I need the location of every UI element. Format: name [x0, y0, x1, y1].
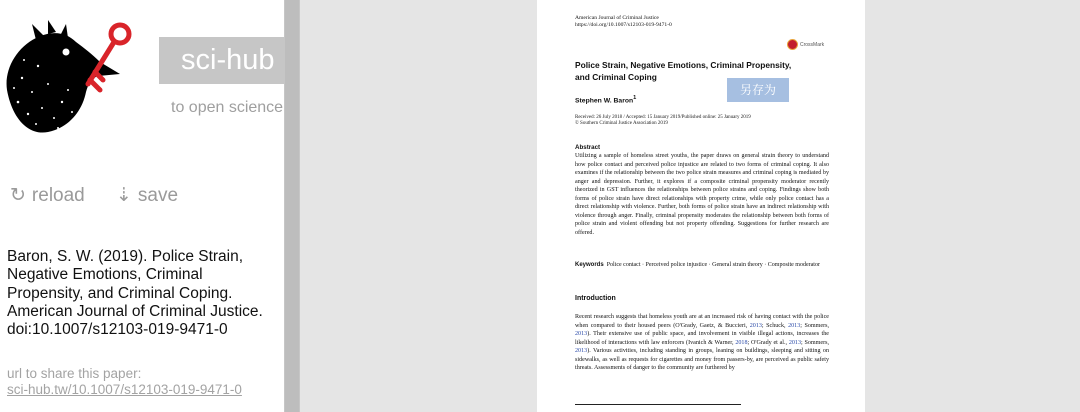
- copyright-line: © Southern Criminal Justice Association 2019: [575, 121, 668, 127]
- paper-citation: Baron, S. W. (2019). Police Strain, Negative Emotions, Criminal Propensity, and Criminal Coping. American Journal of Criminal Justice. doi:10.1007/s12103-019-9471-0: [7, 248, 263, 339]
- crossmark-icon: [787, 39, 798, 50]
- citation-link[interactable]: 2013: [788, 339, 801, 346]
- crossmark-label: CrossMark: [800, 41, 825, 48]
- author-affiliation-mark: 1: [633, 95, 637, 101]
- paper-author: [575, 95, 636, 104]
- share-url-link[interactable]: sci-hub.tw/10.1007/s12103-019-9471-0: [7, 382, 242, 397]
- citation-link[interactable]: 2013: [788, 322, 801, 329]
- brand-title[interactable]: sci-hub: [159, 37, 284, 84]
- intro-text-segment: ; Sommers,: [801, 339, 829, 346]
- intro-text-segment: ; Sommers,: [800, 322, 829, 329]
- panel-divider-scrollbar[interactable]: [284, 0, 300, 412]
- reload-label: reload: [31, 184, 85, 206]
- citation-link[interactable]: 2018: [735, 339, 748, 346]
- keywords-text: Police contact · Perceived police injustice · General strain theory · Composite moderator: [606, 262, 820, 268]
- intro-text-segment: Recent research suggests that homeless youth are at an increased risk of having contact with the police when compared to their housed peers (O'Grady, Gaetz, & Buccieri,: [575, 314, 829, 329]
- citation-link[interactable]: 2013: [575, 331, 588, 337]
- keywords-label: Keywords: [575, 262, 604, 268]
- dates-line: Received: 26 July 2018 / Accepted: 15 January 2019/Published online: 25 January 2019: [575, 115, 751, 120]
- footnote-rule: [575, 404, 741, 405]
- save-as-button[interactable]: 另存为: [727, 78, 789, 102]
- abstract-heading: Abstract: [575, 144, 601, 151]
- intro-text-segment: ; O'Grady et al.,: [747, 339, 789, 346]
- save-button[interactable]: [116, 184, 178, 207]
- journal-header: [575, 15, 672, 28]
- journal-name: American Journal of Criminal Justice: [575, 15, 659, 21]
- save-label: save: [137, 184, 179, 206]
- keywords: [575, 261, 829, 269]
- intro-text-segment: ; Schuck,: [761, 322, 789, 329]
- share-label: url to share this paper:: [7, 366, 142, 381]
- pdf-viewer[interactable]: [300, 0, 1080, 412]
- doi-link[interactable]: https://doi.org/10.1007/s12103-019-9471-0: [575, 21, 672, 28]
- pdf-page: [537, 0, 865, 412]
- citation-link[interactable]: 2013: [575, 348, 588, 354]
- introduction-heading: Introduction: [575, 295, 616, 302]
- paper-title: Police Strain, Negative Emotions, Criminal Propensity, and Criminal Coping: [575, 60, 792, 82]
- citation-link[interactable]: 2013: [749, 322, 762, 329]
- abstract-text: Utilizing a sample of homeless street youths, the paper draws on general strain theory to understand how police contact and perceived police injustice are related to two forms of criminal coping. It also examines if the relationship between the two police strain measures and criminal coping is mediated by anger and depression. Further, it explores if a composite criminal propensity moderator recently theorized in GST influences the relationships between police strains and coping. Findings show both forms of police strain have direct relationships with property crime, while only police contact has a direct relationship with violence. Further, both forms of police strain have an indirect relationship with violence through anger. Finally, criminal propensity moderates the relationship between both forms of police strain and violent offending but not property offending. Suggestions for further research are offered.: [575, 153, 829, 236]
- sidebar-panel: [0, 0, 284, 412]
- download-icon: ⇣: [116, 185, 132, 206]
- reload-icon: ↻: [10, 185, 26, 206]
- tagline: to open science: [171, 99, 284, 116]
- publication-dates: [575, 115, 751, 128]
- introduction-text: [575, 313, 829, 373]
- crossmark-badge[interactable]: [787, 39, 824, 50]
- intro-text-segment: ). Their extensive use of public space, and involvement in visible illegal actions, increases the likelihood of interactions with law enforcers (Ivanich & Warner,: [575, 331, 829, 346]
- raven-logo-icon[interactable]: [2, 18, 134, 136]
- reload-button[interactable]: [10, 184, 85, 207]
- author-name: Stephen W. Baron: [575, 97, 634, 105]
- intro-text-segment: ). Various activities, including standing in groups, leaning on buildings, sleeping and sitting on sidewalks, as well as requests for cigarettes and money from passers-by, are perceived as public safety threats. Assessments of danger to the community are furthered by: [575, 348, 829, 371]
